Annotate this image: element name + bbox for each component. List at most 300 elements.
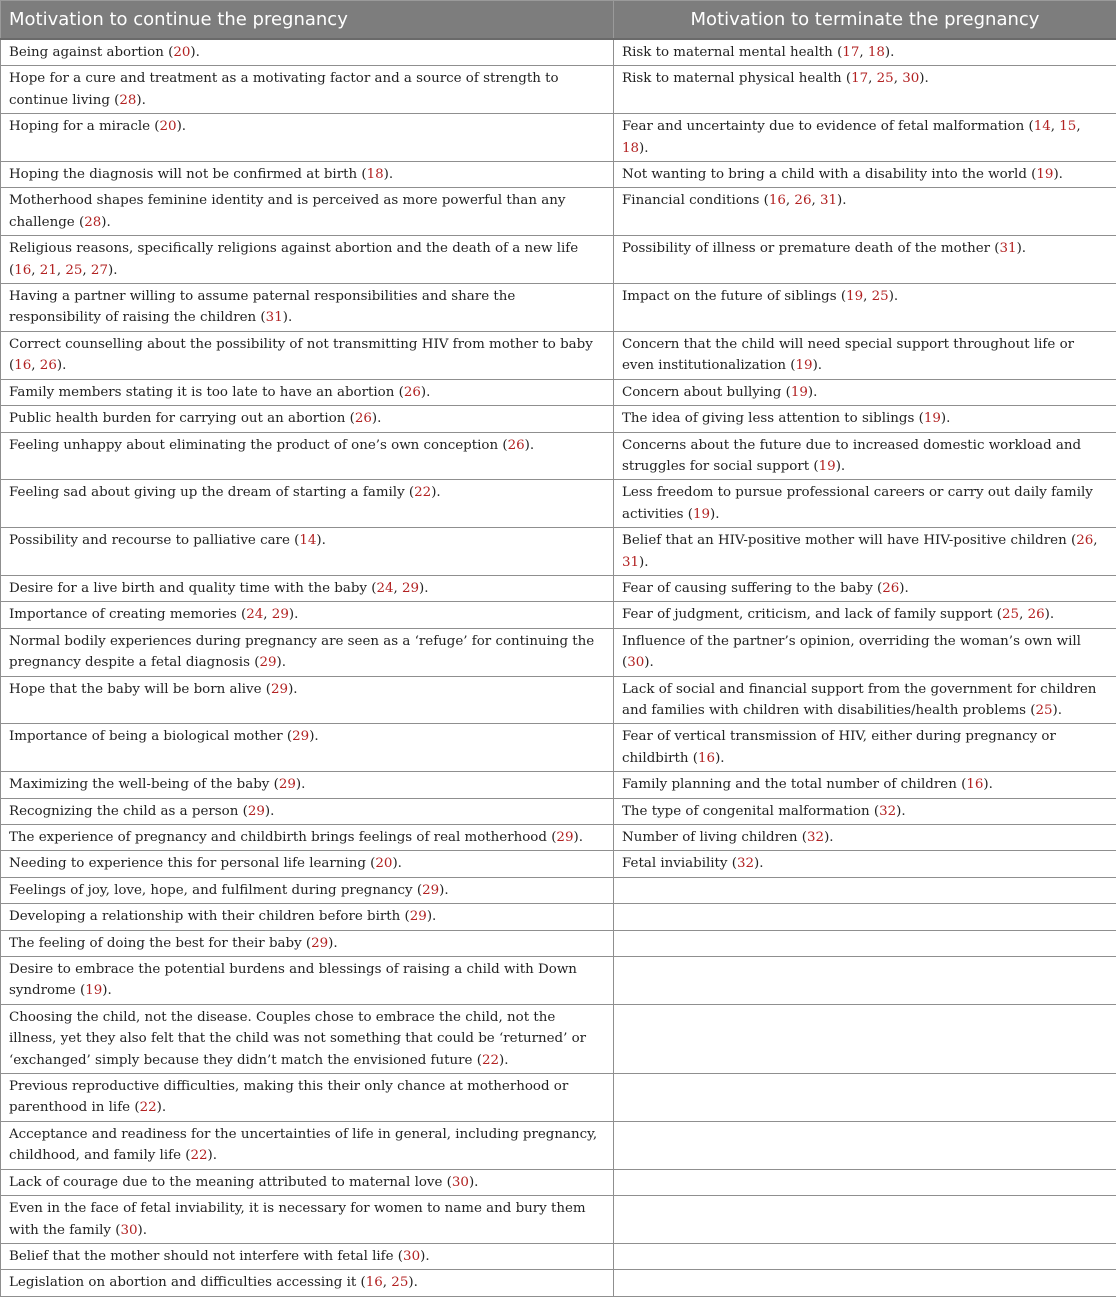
cell-text: Risk to maternal mental health ( bbox=[622, 45, 842, 60]
terminate-cell bbox=[614, 284, 1116, 332]
reference-link[interactable]: 32 bbox=[807, 830, 824, 845]
cell-text: ). bbox=[715, 751, 724, 766]
cell-text: ). bbox=[808, 385, 817, 400]
terminate-cell bbox=[614, 877, 1116, 903]
cell-text: ). bbox=[754, 856, 763, 871]
reference-link[interactable]: 26 bbox=[404, 385, 421, 400]
reference-link[interactable]: 19 bbox=[693, 507, 710, 522]
cell-text: Belief that an HIV-positive mother will have HIV-positive children ( bbox=[622, 533, 1076, 548]
terminate-cell bbox=[614, 930, 1116, 956]
cell-text: ). bbox=[573, 830, 582, 845]
cell-text: , bbox=[868, 71, 877, 86]
reference-link[interactable]: 26 bbox=[1028, 607, 1045, 622]
cell-text: Lack of social and financial support from the government for children and families with children with disabilities/health problems ( bbox=[622, 682, 1096, 718]
reference-link[interactable]: 29 bbox=[279, 777, 296, 792]
reference-link[interactable]: 30 bbox=[627, 655, 644, 670]
reference-link[interactable]: 22 bbox=[190, 1148, 207, 1163]
reference-link[interactable]: 25 bbox=[1002, 607, 1019, 622]
reference-link[interactable]: 20 bbox=[160, 119, 177, 134]
reference-link[interactable]: 19 bbox=[791, 385, 808, 400]
cell-text: Maximizing the well-being of the baby ( bbox=[9, 777, 279, 792]
reference-link[interactable]: 18 bbox=[868, 45, 885, 60]
cell-text: Importance of creating memories ( bbox=[9, 607, 246, 622]
cell-text: Fetal inviability ( bbox=[622, 856, 737, 871]
reference-link[interactable]: 29 bbox=[271, 682, 288, 697]
cell-text: ). bbox=[439, 883, 448, 898]
cell-text: Being against abortion ( bbox=[9, 45, 173, 60]
reference-link[interactable]: 24 bbox=[376, 581, 393, 596]
continue-cell bbox=[1, 957, 614, 1005]
table-row bbox=[1, 1121, 1116, 1169]
reference-link[interactable]: 16 bbox=[966, 777, 983, 792]
reference-link[interactable]: 16 bbox=[769, 193, 786, 208]
cell-text: The feeling of doing the best for their baby ( bbox=[9, 936, 311, 951]
cell-text: Desire for a live birth and quality time with the baby ( bbox=[9, 581, 376, 596]
continue-cell bbox=[1, 162, 614, 188]
cell-text: Acceptance and readiness for the uncertainties of life in general, including pregnancy, childhood, and family life ( bbox=[9, 1127, 597, 1163]
table-row bbox=[1, 957, 1116, 1005]
continue-cell bbox=[1, 877, 614, 903]
cell-text: ). bbox=[108, 263, 117, 278]
reference-link[interactable]: 29 bbox=[272, 607, 289, 622]
cell-text: , bbox=[82, 263, 91, 278]
table-row bbox=[1, 379, 1116, 405]
reference-link[interactable]: 30 bbox=[452, 1175, 469, 1190]
reference-link[interactable]: 19 bbox=[85, 983, 102, 998]
terminate-cell bbox=[614, 1169, 1116, 1195]
cell-text: Feeling sad about giving up the dream of starting a family ( bbox=[9, 485, 414, 500]
cell-text: Fear of vertical transmission of HIV, either during pregnancy or childbirth ( bbox=[622, 729, 1056, 765]
cell-text: ). bbox=[190, 45, 199, 60]
continue-cell bbox=[1, 406, 614, 432]
cell-text: , bbox=[1076, 119, 1080, 134]
cell-text: , bbox=[57, 263, 66, 278]
cell-text: Concern that the child will need special support throughout life or even institutionalization ( bbox=[622, 337, 1074, 373]
cell-text: ). bbox=[288, 682, 297, 697]
reference-link[interactable]: 22 bbox=[140, 1100, 157, 1115]
reference-link[interactable]: 16 bbox=[14, 358, 31, 373]
cell-text: ). bbox=[813, 358, 822, 373]
cell-text: Importance of being a biological mother ( bbox=[9, 729, 292, 744]
cell-text: ). bbox=[283, 310, 292, 325]
reference-link[interactable]: 20 bbox=[173, 45, 190, 60]
cell-text: Financial conditions ( bbox=[622, 193, 769, 208]
table-row bbox=[1, 236, 1116, 284]
cell-text: ). bbox=[420, 1249, 429, 1264]
cell-text: ). bbox=[296, 777, 305, 792]
reference-link[interactable]: 26 bbox=[355, 411, 372, 426]
cell-text: ). bbox=[1017, 241, 1026, 256]
continue-cell bbox=[1, 1243, 614, 1269]
cell-text: ). bbox=[408, 1275, 417, 1290]
reference-link[interactable]: 16 bbox=[14, 263, 31, 278]
table-row bbox=[1, 1074, 1116, 1122]
continue-cell bbox=[1, 724, 614, 772]
cell-text: ). bbox=[431, 485, 440, 500]
cell-text: Legislation on abortion and difficulties accessing it ( bbox=[9, 1275, 366, 1290]
cell-text: Developing a relationship with their children before birth ( bbox=[9, 909, 410, 924]
reference-link[interactable]: 31 bbox=[622, 555, 639, 570]
cell-text: , bbox=[894, 71, 903, 86]
reference-link[interactable]: 29 bbox=[422, 883, 439, 898]
cell-text: Family members stating it is too late to have an abortion ( bbox=[9, 385, 404, 400]
cell-text: Belief that the mother should not interfere with fetal life ( bbox=[9, 1249, 403, 1264]
reference-link[interactable]: 26 bbox=[882, 581, 899, 596]
terminate-cell bbox=[614, 676, 1116, 724]
reference-link[interactable]: 17 bbox=[842, 45, 859, 60]
cell-text: ). bbox=[427, 909, 436, 924]
reference-link[interactable]: 26 bbox=[794, 193, 811, 208]
cell-text: Feeling unhappy about eliminating the product of one’s own conception ( bbox=[9, 438, 508, 453]
terminate-cell bbox=[614, 602, 1116, 628]
cell-text: Hoping for a miracle ( bbox=[9, 119, 160, 134]
table-row bbox=[1, 66, 1116, 114]
reference-link[interactable]: 22 bbox=[414, 485, 431, 500]
cell-text: , bbox=[786, 193, 795, 208]
cell-text: Influence of the partner’s opinion, overriding the woman’s own will ( bbox=[622, 634, 1081, 670]
cell-text: ). bbox=[157, 1100, 166, 1115]
reference-link[interactable]: 29 bbox=[292, 729, 309, 744]
continue-cell bbox=[1, 284, 614, 332]
continue-cell bbox=[1, 1169, 614, 1195]
table-row bbox=[1, 406, 1116, 432]
cell-text: , bbox=[31, 358, 40, 373]
table-row bbox=[1, 331, 1116, 379]
continue-cell bbox=[1, 1074, 614, 1122]
cell-text: Even in the face of fetal inviability, it is necessary for women to name and bury them with the family ( bbox=[9, 1201, 586, 1237]
cell-text: ). bbox=[1053, 703, 1062, 718]
table-row bbox=[1, 628, 1116, 676]
table-body bbox=[1, 39, 1116, 1296]
cell-text: ). bbox=[525, 438, 534, 453]
reference-link[interactable]: 30 bbox=[902, 71, 919, 86]
cell-text: Concerns about the future due to increased domestic workload and struggles for social support ( bbox=[622, 438, 1081, 474]
cell-text: ). bbox=[384, 167, 393, 182]
reference-link[interactable]: 28 bbox=[84, 215, 101, 230]
reference-link[interactable]: 22 bbox=[482, 1053, 499, 1068]
cell-text: ). bbox=[421, 385, 430, 400]
reference-link[interactable]: 26 bbox=[1076, 533, 1093, 548]
cell-text: ). bbox=[837, 193, 846, 208]
cell-text: Desire to embrace the potential burdens and blessings of raising a child with Down syndrome ( bbox=[9, 962, 577, 998]
terminate-cell bbox=[614, 480, 1116, 528]
terminate-cell bbox=[614, 798, 1116, 824]
terminate-cell bbox=[614, 236, 1116, 284]
reference-link[interactable]: 14 bbox=[299, 533, 316, 548]
cell-text: ). bbox=[639, 141, 648, 156]
reference-link[interactable]: 28 bbox=[119, 93, 136, 108]
cell-text: Lack of courage due to the meaning attributed to maternal love ( bbox=[9, 1175, 452, 1190]
continue-cell bbox=[1, 379, 614, 405]
cell-text: Risk to maternal physical health ( bbox=[622, 71, 851, 86]
reference-link[interactable]: 15 bbox=[1059, 119, 1076, 134]
cell-text: Motherhood shapes feminine identity and is perceived as more powerful than any challenge ( bbox=[9, 193, 565, 229]
reference-link[interactable]: 18 bbox=[367, 167, 384, 182]
cell-text: Hope for a cure and treatment as a motivating factor and a source of strength to continue living ( bbox=[9, 71, 559, 107]
terminate-cell bbox=[614, 188, 1116, 236]
header-terminate: Motivation to terminate the pregnancy bbox=[614, 1, 1116, 40]
terminate-cell bbox=[614, 772, 1116, 798]
reference-link[interactable]: 21 bbox=[40, 263, 57, 278]
terminate-cell bbox=[614, 851, 1116, 877]
cell-text: ). bbox=[316, 533, 325, 548]
reference-link[interactable]: 31 bbox=[1000, 241, 1017, 256]
table-row bbox=[1, 162, 1116, 188]
cell-text: Family planning and the total number of children ( bbox=[622, 777, 966, 792]
cell-text: ). bbox=[265, 804, 274, 819]
cell-text: ). bbox=[138, 1223, 147, 1238]
table-row bbox=[1, 825, 1116, 851]
cell-text: ). bbox=[276, 655, 285, 670]
table-row bbox=[1, 39, 1116, 66]
table-row bbox=[1, 114, 1116, 162]
table-row bbox=[1, 724, 1116, 772]
reference-link[interactable]: 30 bbox=[120, 1223, 137, 1238]
cell-text: Impact on the future of siblings ( bbox=[622, 289, 846, 304]
table-row bbox=[1, 676, 1116, 724]
cell-text: Hope that the baby will be born alive ( bbox=[9, 682, 271, 697]
cell-text: ). bbox=[836, 459, 845, 474]
reference-link[interactable]: 16 bbox=[698, 751, 715, 766]
reference-link[interactable]: 29 bbox=[248, 804, 265, 819]
reference-link[interactable]: 25 bbox=[65, 263, 82, 278]
cell-text: ). bbox=[1053, 167, 1062, 182]
cell-text: ). bbox=[392, 856, 401, 871]
cell-text: Fear of causing suffering to the baby ( bbox=[622, 581, 882, 596]
reference-link[interactable]: 19 bbox=[846, 289, 863, 304]
cell-text: Possibility of illness or premature death of the mother ( bbox=[622, 241, 1000, 256]
table-row bbox=[1, 602, 1116, 628]
continue-cell bbox=[1, 528, 614, 576]
reference-link[interactable]: 26 bbox=[40, 358, 57, 373]
cell-text: , bbox=[811, 193, 820, 208]
table-row bbox=[1, 1196, 1116, 1244]
continue-cell bbox=[1, 676, 614, 724]
reference-link[interactable]: 27 bbox=[91, 263, 108, 278]
continue-cell bbox=[1, 930, 614, 956]
cell-text: Fear of judgment, criticism, and lack of family support ( bbox=[622, 607, 1002, 622]
reference-link[interactable]: 30 bbox=[403, 1249, 420, 1264]
terminate-cell bbox=[614, 1243, 1116, 1269]
terminate-cell bbox=[614, 957, 1116, 1005]
terminate-cell bbox=[614, 825, 1116, 851]
continue-cell bbox=[1, 1004, 614, 1073]
cell-text: ). bbox=[644, 655, 653, 670]
cell-text: ). bbox=[983, 777, 992, 792]
cell-text: Not wanting to bring a child with a disability into the world ( bbox=[622, 167, 1036, 182]
cell-text: Number of living children ( bbox=[622, 830, 807, 845]
cell-text: , bbox=[31, 263, 40, 278]
terminate-cell bbox=[614, 628, 1116, 676]
table-row bbox=[1, 575, 1116, 601]
terminate-cell bbox=[614, 432, 1116, 480]
terminate-cell bbox=[614, 528, 1116, 576]
cell-text: ). bbox=[309, 729, 318, 744]
terminate-cell bbox=[614, 66, 1116, 114]
table-row bbox=[1, 772, 1116, 798]
continue-cell bbox=[1, 602, 614, 628]
continue-cell bbox=[1, 575, 614, 601]
reference-link[interactable]: 29 bbox=[410, 909, 427, 924]
continue-cell bbox=[1, 851, 614, 877]
terminate-cell bbox=[614, 575, 1116, 601]
cell-text: ). bbox=[499, 1053, 508, 1068]
cell-text: ). bbox=[208, 1148, 217, 1163]
cell-text: The experience of pregnancy and childbirth brings feelings of real motherhood ( bbox=[9, 830, 556, 845]
continue-cell bbox=[1, 904, 614, 930]
table-row bbox=[1, 798, 1116, 824]
continue-cell bbox=[1, 236, 614, 284]
cell-text: ). bbox=[1045, 607, 1054, 622]
terminate-cell bbox=[614, 1270, 1116, 1296]
terminate-cell bbox=[614, 724, 1116, 772]
cell-text: ). bbox=[136, 93, 145, 108]
cell-text: , bbox=[859, 45, 868, 60]
cell-text: ). bbox=[57, 358, 66, 373]
reference-link[interactable]: 16 bbox=[366, 1275, 383, 1290]
terminate-cell bbox=[614, 162, 1116, 188]
table-row bbox=[1, 930, 1116, 956]
reference-link[interactable]: 17 bbox=[851, 71, 868, 86]
table-row bbox=[1, 851, 1116, 877]
cell-text: Public health burden for carrying out an abortion ( bbox=[9, 411, 355, 426]
reference-link[interactable]: 31 bbox=[820, 193, 837, 208]
continue-cell bbox=[1, 188, 614, 236]
cell-text: ). bbox=[919, 71, 928, 86]
cell-text: The idea of giving less attention to siblings ( bbox=[622, 411, 924, 426]
continue-cell bbox=[1, 39, 614, 66]
cell-text: ). bbox=[177, 119, 186, 134]
cell-text: ). bbox=[710, 507, 719, 522]
cell-text: ). bbox=[102, 983, 111, 998]
continue-cell bbox=[1, 1196, 614, 1244]
reference-link[interactable]: 29 bbox=[402, 581, 419, 596]
cell-text: ). bbox=[885, 45, 894, 60]
continue-cell bbox=[1, 825, 614, 851]
reference-link[interactable]: 25 bbox=[1036, 703, 1053, 718]
cell-text: ). bbox=[328, 936, 337, 951]
reference-link[interactable]: 29 bbox=[556, 830, 573, 845]
table-row bbox=[1, 1243, 1116, 1269]
reference-link[interactable]: 24 bbox=[246, 607, 263, 622]
reference-link[interactable]: 25 bbox=[877, 71, 894, 86]
reference-link[interactable]: 32 bbox=[737, 856, 754, 871]
terminate-cell bbox=[614, 904, 1116, 930]
table-row bbox=[1, 188, 1116, 236]
cell-text: Fear and uncertainty due to evidence of fetal malformation ( bbox=[622, 119, 1034, 134]
cell-text: ). bbox=[889, 289, 898, 304]
cell-text: Less freedom to pursue professional careers or carry out daily family activities ( bbox=[622, 485, 1093, 521]
cell-text: , bbox=[383, 1275, 392, 1290]
table-row bbox=[1, 528, 1116, 576]
cell-text: , bbox=[1019, 607, 1028, 622]
continue-cell bbox=[1, 331, 614, 379]
cell-text: , bbox=[863, 289, 872, 304]
cell-text: ). bbox=[639, 555, 648, 570]
reference-link[interactable]: 25 bbox=[391, 1275, 408, 1290]
reference-link[interactable]: 32 bbox=[879, 804, 896, 819]
reference-link[interactable]: 31 bbox=[266, 310, 283, 325]
continue-cell bbox=[1, 798, 614, 824]
table-row bbox=[1, 432, 1116, 480]
cell-text: ). bbox=[419, 581, 428, 596]
cell-text: Possibility and recourse to palliative care ( bbox=[9, 533, 299, 548]
continue-cell bbox=[1, 772, 614, 798]
header-row bbox=[1, 1, 1116, 40]
cell-text: The type of congenital malformation ( bbox=[622, 804, 879, 819]
cell-text: ). bbox=[896, 804, 905, 819]
table-row bbox=[1, 1004, 1116, 1073]
cell-text: ). bbox=[941, 411, 950, 426]
cell-text: Hoping the diagnosis will not be confirmed at birth ( bbox=[9, 167, 367, 182]
terminate-cell bbox=[614, 406, 1116, 432]
reference-link[interactable]: 29 bbox=[311, 936, 328, 951]
cell-text: , bbox=[393, 581, 402, 596]
terminate-cell bbox=[614, 39, 1116, 66]
reference-link[interactable]: 19 bbox=[796, 358, 813, 373]
cell-text: ). bbox=[372, 411, 381, 426]
cell-text: ). bbox=[289, 607, 298, 622]
continue-cell bbox=[1, 1121, 614, 1169]
cell-text: Needing to experience this for personal life learning ( bbox=[9, 856, 375, 871]
cell-text: Normal bodily experiences during pregnancy are seen as a ‘refuge’ for continuing the pregnancy despite a fetal diagnosis ( bbox=[9, 634, 594, 670]
reference-link[interactable]: 25 bbox=[872, 289, 889, 304]
terminate-cell bbox=[614, 331, 1116, 379]
continue-cell bbox=[1, 432, 614, 480]
cell-text: ). bbox=[899, 581, 908, 596]
cell-text: Concern about bullying ( bbox=[622, 385, 791, 400]
cell-text: Choosing the child, not the disease. Couples chose to embrace the child, not the illness, yet they also felt that the child was not something that could be ‘returned’ or ‘exchanged’ simply because they didn’t match the envisioned future ( bbox=[9, 1010, 586, 1068]
cell-text: Feelings of joy, love, hope, and fulfilment during pregnancy ( bbox=[9, 883, 422, 898]
cell-text: , bbox=[1051, 119, 1060, 134]
header-continue: Motivation to continue the pregnancy bbox=[1, 1, 614, 40]
reference-link[interactable]: 19 bbox=[924, 411, 941, 426]
cell-text: Having a partner willing to assume paternal responsibilities and share the responsibility of raising the children ( bbox=[9, 289, 515, 325]
table-row bbox=[1, 480, 1116, 528]
terminate-cell bbox=[614, 114, 1116, 162]
reference-link[interactable]: 14 bbox=[1034, 119, 1051, 134]
terminate-cell bbox=[614, 1196, 1116, 1244]
terminate-cell bbox=[614, 1121, 1116, 1169]
table-row bbox=[1, 904, 1116, 930]
continue-cell bbox=[1, 480, 614, 528]
reference-link[interactable]: 20 bbox=[375, 856, 392, 871]
cell-text: ). bbox=[101, 215, 110, 230]
cell-text: Recognizing the child as a person ( bbox=[9, 804, 248, 819]
terminate-cell bbox=[614, 1004, 1116, 1073]
cell-text: , bbox=[263, 607, 272, 622]
table-row bbox=[1, 284, 1116, 332]
reference-link[interactable]: 18 bbox=[622, 141, 639, 156]
table-row bbox=[1, 1270, 1116, 1296]
cell-text: Religious reasons, specifically religions against abortion and the death of a new life ( bbox=[9, 241, 578, 277]
table-row bbox=[1, 877, 1116, 903]
cell-text: ). bbox=[824, 830, 833, 845]
reference-link[interactable]: 29 bbox=[259, 655, 276, 670]
continue-cell bbox=[1, 66, 614, 114]
cell-text: , bbox=[1093, 533, 1097, 548]
cell-text: Previous reproductive difficulties, making this their only chance at motherhood or parenthood in life ( bbox=[9, 1079, 568, 1115]
reference-link[interactable]: 26 bbox=[508, 438, 525, 453]
cell-text: Correct counselling about the possibility of not transmitting HIV from mother to baby ( bbox=[9, 337, 593, 373]
cell-text: ). bbox=[469, 1175, 478, 1190]
terminate-cell bbox=[614, 379, 1116, 405]
continue-cell bbox=[1, 1270, 614, 1296]
reference-link[interactable]: 19 bbox=[819, 459, 836, 474]
terminate-cell bbox=[614, 1074, 1116, 1122]
reference-link[interactable]: 19 bbox=[1036, 167, 1053, 182]
continue-cell bbox=[1, 114, 614, 162]
